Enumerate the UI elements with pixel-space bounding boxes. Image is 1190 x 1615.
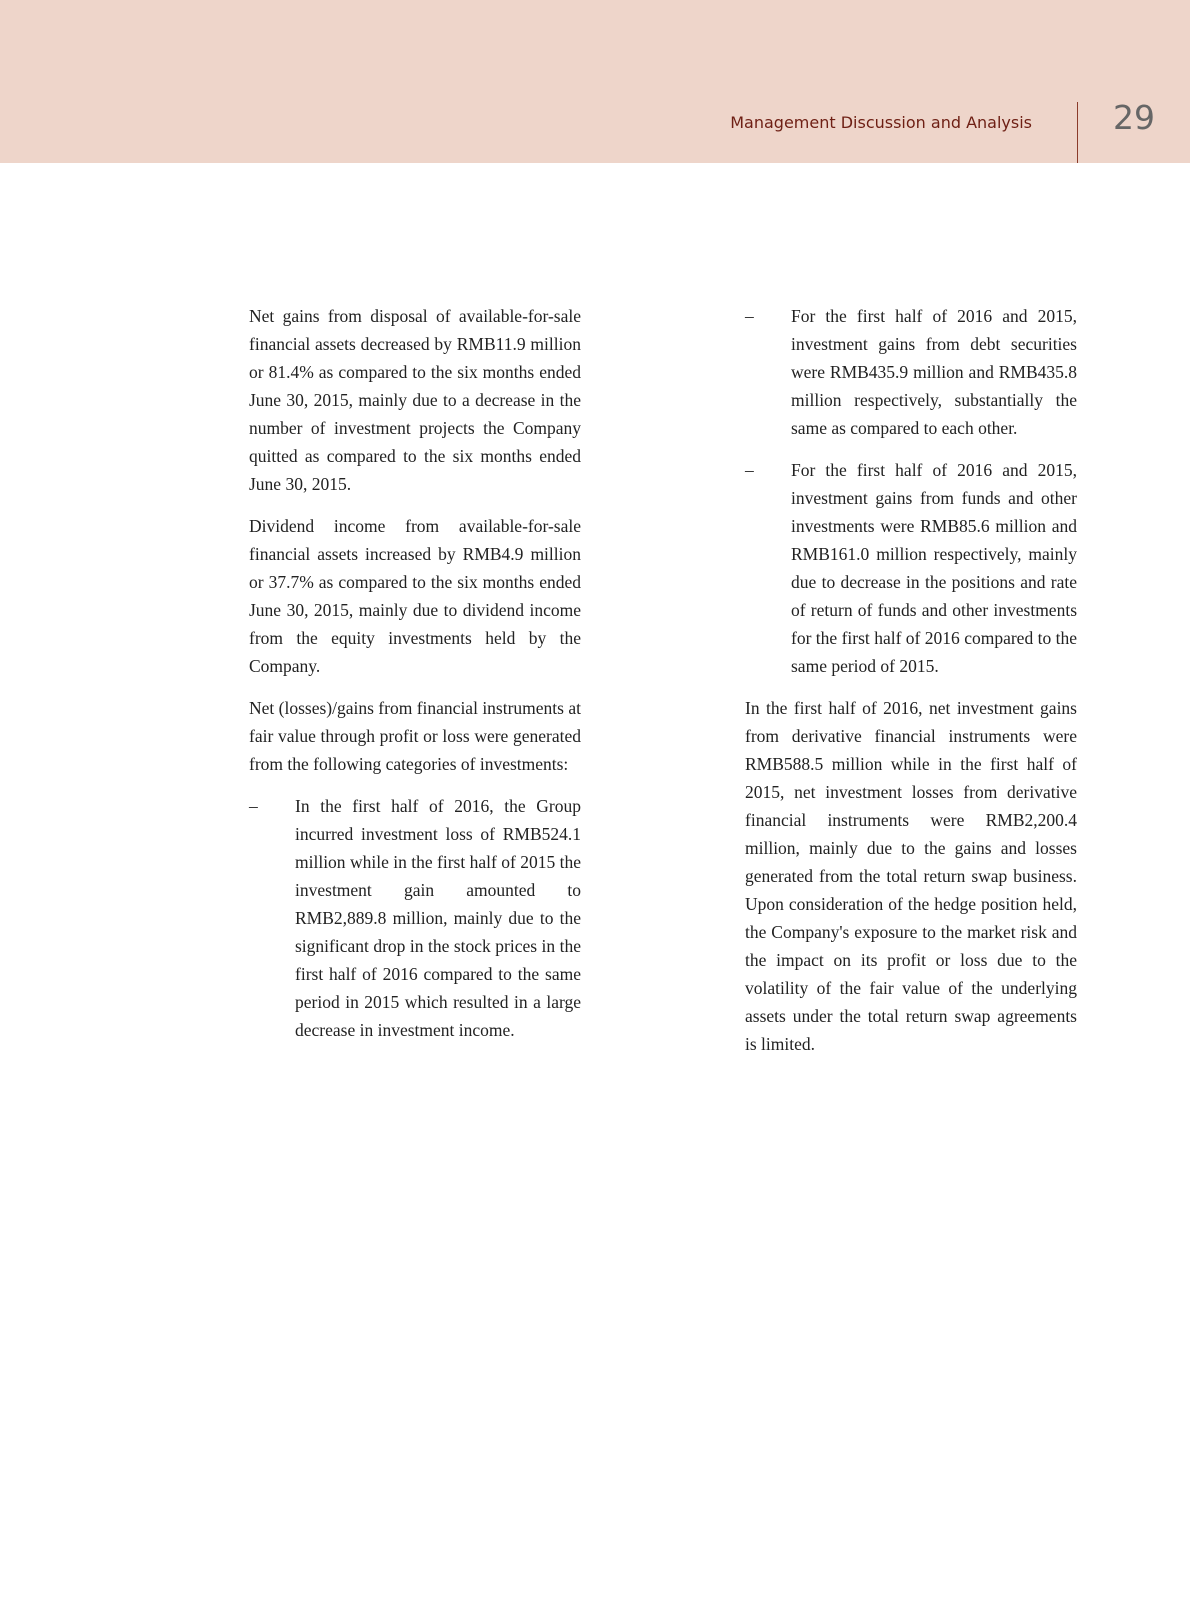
- bullet-item: [745, 456, 1077, 680]
- paragraph: Net (losses)/gains from financial instruments at fair value through profit or loss were generated from the following categories of investments:: [249, 698, 581, 774]
- right-column: [745, 302, 1077, 1072]
- bullet-dash: –: [249, 796, 258, 816]
- bullet-dash: –: [745, 306, 754, 326]
- paragraph: In the first half of 2016, net investment gains from derivative financial instruments were RMB588.5 million while in the first half of 2015, net investment losses from derivative financial instruments were RMB2,200.4 million, mainly due to the gains and losses generated from the total return swap business. Upon consideration of the hedge position held, the Company's exposure to the market risk and the impact on its profit or loss due to the volatility of the fair value of the underlying assets under the total return swap agreements is limited.: [745, 698, 1077, 1054]
- paragraph: Net gains from disposal of available-for-sale financial assets decreased by RMB11.9 million or 81.4% as compared to the six months ended June 30, 2015, mainly due to a decrease in the number of investment projects the Company quitted as compared to the six months ended June 30, 2015.: [249, 306, 581, 494]
- left-column: [249, 302, 581, 1058]
- bullet-item: [249, 792, 581, 1044]
- bullet-text: In the first half of 2016, the Group incurred investment loss of RMB524.1 million while in the first half of 2015 the investment gain amounted to RMB2,889.8 million, mainly due to the significant drop in the stock prices in the first half of 2016 compared to the same period in 2015 which resulted in a large decrease in investment income.: [295, 796, 581, 1040]
- bullet-text: For the first half of 2016 and 2015, investment gains from funds and other investments were RMB85.6 million and RMB161.0 million respectively, mainly due to decrease in the positions and rate of return of funds and other investments for the first half of 2016 compared to the same period of 2015.: [791, 460, 1077, 676]
- header-band: [0, 0, 1190, 163]
- bullet-text: For the first half of 2016 and 2015, investment gains from debt securities were RMB435.9 million and RMB435.8 million respectively, substantially the same as compared to each other.: [791, 306, 1077, 438]
- paragraph: Dividend income from available-for-sale financial assets increased by RMB4.9 million or 37.7% as compared to the six months ended June 30, 2015, mainly due to dividend income from the equity investments held by the Company.: [249, 516, 581, 676]
- bullet-dash: –: [745, 460, 754, 480]
- bullet-item: [745, 302, 1077, 442]
- section-title: Management Discussion and Analysis: [730, 113, 1032, 132]
- page-number: 29: [1113, 98, 1155, 137]
- header-divider: [1077, 102, 1078, 163]
